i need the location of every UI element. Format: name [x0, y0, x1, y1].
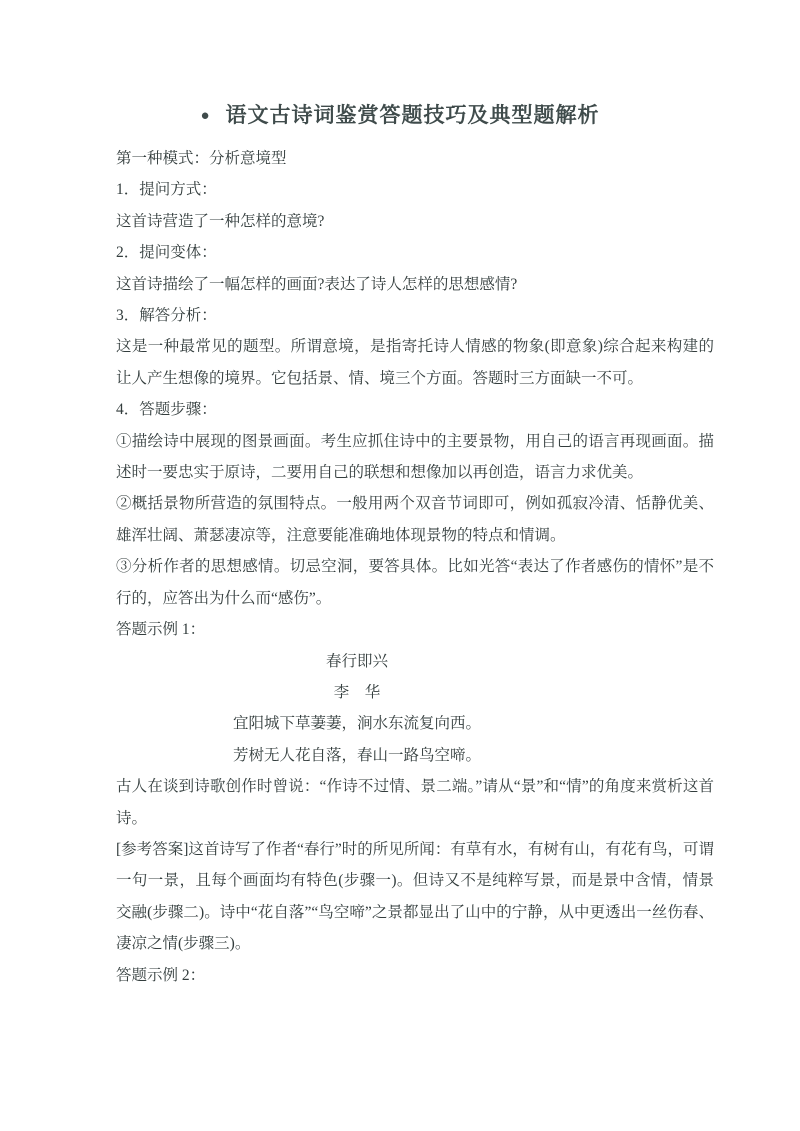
- document-body: [116, 143, 714, 991]
- question-variant-paragraph: 这首诗描绘了一幅怎样的画面?表达了诗人怎样的思想感情?: [116, 275, 518, 293]
- reference-answer-paragraph: [参考答案]这首诗写了作者“春行”时的所见所闻：有草有水，有树有山，有花有鸟，可谓一句一景，且每个画面均有特色(步骤一)。但诗又不是纯粹写景，而是景中含情，情景交融(步骤二)。诗中“花自落”“鸟空啼”之景都显出了山中的宁静，从中更透出一丝伤春、凄凉之情(步骤三)。: [116, 840, 714, 953]
- mode-heading: 第一种模式：分析意境型: [116, 150, 287, 167]
- poem-line: 芳树无人花自落，春山一路鸟空啼。: [232, 746, 481, 764]
- page-title: [0, 104, 800, 127]
- answer-steps-heading: 4．答题步骤：: [116, 401, 217, 419]
- question-method-heading: 1．提问方式：: [116, 181, 217, 199]
- question-variant-heading: 2．提问变体：: [116, 244, 217, 262]
- example-2-label: 答题示例 2：: [116, 966, 206, 984]
- poem-author: 李 华: [333, 683, 381, 701]
- poem-line: 宜阳城下草萋萋，涧水东流复向西。: [232, 715, 481, 733]
- step-1-paragraph: ①描绘诗中展现的图景画面。考生应抓住诗中的主要景物，用自己的语言再现画面。描述时一要忠实于原诗，二要用自己的联想和想像加以再创造，语言力求优美。: [116, 432, 714, 482]
- step-3-paragraph: ③分析作者的思想感情。切忌空洞，要答具体。比如光答“表达了作者感伤的情怀”是不行的，应答出为什么而“感伤”。: [116, 558, 714, 607]
- answer-analysis-paragraph: 这是一种最常见的题型。所谓意境，是指寄托诗人情感的物象(即意象)综合起来构建的让人产生想像的境界。它包括景、情、境三个方面。答题时三方面缺一不可。: [116, 338, 714, 387]
- question-method-paragraph: 这首诗营造了一种怎样的意境?: [116, 212, 325, 230]
- page-title-text: 语文古诗词鉴赏答题技巧及典型题解析: [225, 103, 600, 127]
- step-2-paragraph: ②概括景物所营造的氛围特点。一般用两个双音节词即可，例如孤寂冷清、恬静优美、雄浑壮阔、萧瑟凄凉等，注意要能准确地体现景物的特点和情调。: [116, 495, 714, 544]
- example-1-label: 答题示例 1：: [116, 621, 206, 639]
- question-paragraph: 古人在谈到诗歌创作时曾说：“作诗不过情、景二端。”请从“景”和“情”的角度来赏析这首诗。: [116, 778, 714, 827]
- poem-title: 春行即兴: [325, 652, 388, 670]
- answer-analysis-heading: 3．解答分析：: [116, 307, 217, 325]
- bullet-icon: ●: [200, 108, 210, 124]
